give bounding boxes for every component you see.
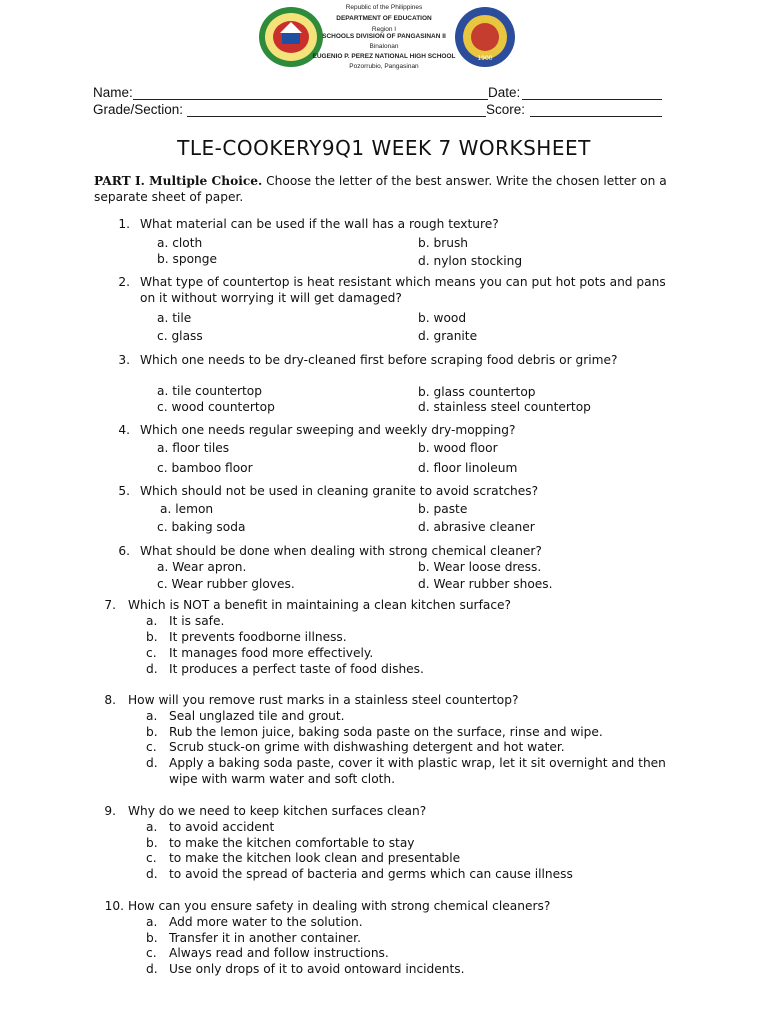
question-number: 2. (118, 275, 130, 289)
question-number: 7. (104, 598, 116, 612)
part-text: Choose the letter of the best answer. Write the chosen letter on a separate sheet of paper. (94, 174, 667, 204)
option-a: a. lemon (160, 502, 214, 516)
option-text: to avoid the spread of bacteria and germs which can cause illness (169, 867, 573, 881)
option-letter: d. (146, 867, 158, 881)
option-b: b. glass countertop (418, 385, 536, 399)
option-c: c. baking soda (157, 520, 246, 534)
option-text: Scrub stuck-on grime with dishwashing detergent and hot water. (169, 740, 565, 754)
option-c: c. bamboo floor (157, 461, 253, 475)
option-letter: a. (146, 709, 158, 723)
option-letter: a. (146, 820, 158, 834)
part-heading: PART I. Multiple Choice. (94, 174, 263, 188)
option-text: Transfer it in another container. (169, 931, 361, 945)
option-c: b. sponge (157, 252, 217, 266)
score-line[interactable] (530, 116, 662, 117)
score-label: Score: (486, 102, 526, 117)
grade-section-line[interactable] (187, 116, 486, 117)
header-republic: Republic of the Philippines (345, 4, 423, 11)
question-text: How can you ensure safety in dealing with strong chemical cleaners? (128, 899, 551, 913)
question-text: What type of countertop is heat resistant which means you can put hot pots and pans on it without worrying it will get damaged? (140, 275, 666, 305)
option-c: c. wood countertop (157, 400, 275, 414)
option-text: to make the kitchen comfortable to stay (169, 836, 415, 850)
question-text: Why do we need to keep kitchen surfaces clean? (128, 804, 427, 818)
option-text: Apply a baking soda paste, cover it with plastic wrap, let it sit overnight and then wipe with warm water and soft cloth. (169, 756, 666, 786)
option-d: d. stainless steel countertop (418, 400, 591, 414)
header-deped: DEPARTMENT OF EDUCATION (336, 15, 432, 22)
option-b: b. paste (418, 502, 468, 516)
question-number: 3. (118, 353, 130, 367)
option-c: c. glass (157, 329, 203, 343)
seal-year: 1900 (477, 55, 493, 62)
option-a: a. tile (157, 311, 192, 325)
option-c: c. Wear rubber gloves. (157, 577, 295, 591)
option-text: It is safe. (169, 614, 225, 628)
option-letter: d. (146, 962, 158, 976)
option-a: a. floor tiles (157, 441, 230, 455)
option-d: d. Wear rubber shoes. (418, 577, 553, 591)
question-number: 9. (104, 804, 116, 818)
question-number: 4. (118, 423, 130, 437)
option-b: b. brush (418, 236, 469, 250)
option-letter: c. (146, 646, 157, 660)
header-address: Pozorrubio, Pangasinan (349, 63, 419, 70)
question-text: How will you remove rust marks in a stainless steel countertop? (128, 693, 519, 707)
question-text: What material can be used if the wall has a rough texture? (140, 217, 499, 231)
option-b: b. Wear loose dress. (418, 560, 542, 574)
question-text: Which is NOT a benefit in maintaining a clean kitchen surface? (128, 598, 511, 612)
option-a: a. Wear apron. (157, 560, 247, 574)
question-number: 5. (118, 484, 130, 498)
header-town: Binalonan (369, 43, 399, 50)
question-text: Which one needs regular sweeping and weekly dry-mopping? (140, 423, 516, 437)
option-letter: b. (146, 725, 158, 739)
question-number: 1. (118, 217, 130, 231)
option-letter: b. (146, 630, 158, 644)
option-letter: b. (146, 836, 158, 850)
date-label: Date: (488, 85, 521, 100)
grade-section-label: Grade/Section: (93, 102, 184, 117)
name-label: Name: (93, 85, 133, 100)
option-text: It produces a perfect taste of food dishes. (169, 662, 424, 676)
option-b: b. wood (418, 311, 467, 325)
option-a: a. tile countertop (157, 384, 263, 398)
option-letter: d. (146, 662, 158, 676)
option-text: It manages food more effectively. (169, 646, 374, 660)
option-d: d. nylon stocking (418, 254, 523, 268)
question-number: 6. (118, 544, 130, 558)
header-region: Region I (371, 26, 397, 33)
option-letter: c. (146, 851, 157, 865)
option-letter: b. (146, 931, 158, 945)
header-division: SCHOOLS DIVISION OF PANGASINAN II (322, 33, 446, 40)
option-d: d. abrasive cleaner (418, 520, 535, 534)
option-text: to make the kitchen look clean and presentable (169, 851, 461, 865)
option-text: Always read and follow instructions. (169, 946, 389, 960)
worksheet-title: TLE-COOKERY9Q1 WEEK 7 WORKSHEET (177, 136, 591, 160)
option-text: Use only drops of it to avoid ontoward incidents. (169, 962, 465, 976)
option-a: a. cloth (157, 236, 203, 250)
option-letter: c. (146, 946, 157, 960)
question-number: 10. (104, 899, 124, 913)
option-letter: d. (146, 756, 158, 770)
option-text: It prevents foodborne illness. (169, 630, 347, 644)
question-text: What should be done when dealing with strong chemical cleaner? (140, 544, 542, 558)
option-d: d. granite (418, 329, 478, 343)
option-b: b. wood floor (418, 441, 498, 455)
option-letter: a. (146, 614, 158, 628)
option-text: Add more water to the solution. (169, 915, 363, 929)
option-text: Rub the lemon juice, baking soda paste on the surface, rinse and wipe. (169, 725, 603, 739)
option-letter: c. (146, 740, 157, 754)
question-number: 8. (104, 693, 116, 707)
option-text: to avoid accident (169, 820, 275, 834)
date-line[interactable] (522, 99, 662, 100)
name-line[interactable] (133, 99, 488, 100)
option-letter: a. (146, 915, 158, 929)
question-text: Which should not be used in cleaning granite to avoid scratches? (140, 484, 539, 498)
option-text: Seal unglazed tile and grout. (169, 709, 345, 723)
header-school: EUGENIO P. PEREZ NATIONAL HIGH SCHOOL (312, 53, 456, 60)
instructions (94, 173, 674, 205)
option-d: d. floor linoleum (418, 461, 518, 475)
question-text: Which one needs to be dry-cleaned first before scraping food debris or grime? (140, 353, 618, 367)
